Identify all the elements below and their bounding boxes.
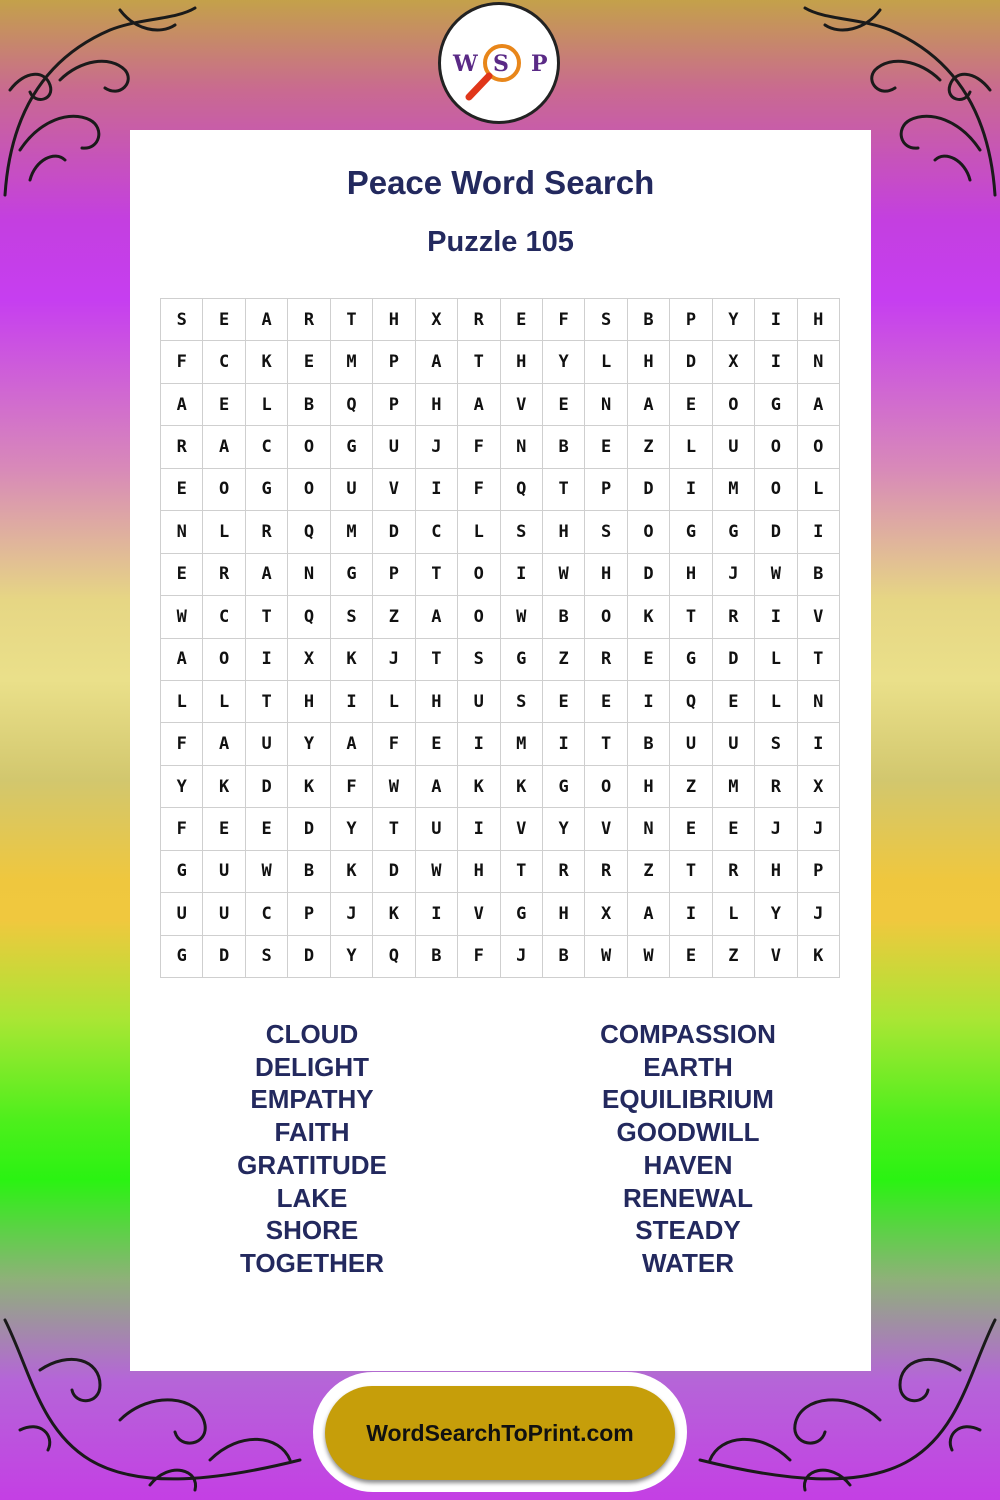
grid-cell[interactable]: H bbox=[416, 681, 458, 723]
grid-cell[interactable]: G bbox=[331, 426, 373, 468]
word-list-item: EQUILIBRIUM bbox=[602, 1084, 774, 1115]
grid-cell[interactable]: O bbox=[628, 511, 670, 553]
grid-cell[interactable]: E bbox=[246, 808, 288, 850]
grid-cell[interactable]: U bbox=[670, 723, 712, 765]
grid-cell[interactable]: G bbox=[670, 639, 712, 681]
grid-cell[interactable]: S bbox=[755, 723, 797, 765]
word-list-item: GOODWILL bbox=[616, 1117, 760, 1148]
grid-cell[interactable]: V bbox=[798, 596, 840, 638]
grid-cell[interactable]: A bbox=[628, 893, 670, 935]
grid-cell[interactable]: A bbox=[246, 554, 288, 596]
grid-cell[interactable]: L bbox=[203, 681, 245, 723]
grid-cell[interactable]: D bbox=[288, 808, 330, 850]
grid-cell[interactable]: L bbox=[203, 511, 245, 553]
grid-cell[interactable]: M bbox=[713, 469, 755, 511]
grid-cell[interactable]: T bbox=[331, 299, 373, 341]
word-list-left bbox=[162, 1018, 462, 1280]
word-list-item: DELIGHT bbox=[254, 1051, 370, 1082]
grid-cell[interactable]: I bbox=[543, 723, 585, 765]
grid-cell[interactable]: U bbox=[246, 723, 288, 765]
grid-cell[interactable]: L bbox=[670, 426, 712, 468]
grid-cell[interactable]: E bbox=[543, 681, 585, 723]
grid-cell[interactable]: G bbox=[755, 384, 797, 426]
word-list-item: COMPASSION bbox=[600, 1019, 776, 1049]
grid-cell[interactable]: N bbox=[161, 511, 203, 553]
grid-cell[interactable]: H bbox=[628, 766, 670, 808]
grid-cell[interactable]: N bbox=[288, 554, 330, 596]
grid-cell[interactable]: S bbox=[501, 511, 543, 553]
grid-cell[interactable]: H bbox=[543, 893, 585, 935]
grid-cell[interactable]: O bbox=[585, 766, 627, 808]
grid-cell[interactable]: I bbox=[755, 341, 797, 383]
grid-cell[interactable]: L bbox=[161, 681, 203, 723]
grid-cell[interactable]: Y bbox=[331, 936, 373, 978]
grid-cell[interactable]: T bbox=[246, 596, 288, 638]
grid-cell[interactable]: L bbox=[755, 681, 797, 723]
grid-cell[interactable]: V bbox=[755, 936, 797, 978]
grid-cell[interactable]: T bbox=[585, 723, 627, 765]
grid-cell[interactable]: K bbox=[628, 596, 670, 638]
grid-cell[interactable]: Y bbox=[543, 341, 585, 383]
word-list-item: SHORE bbox=[265, 1215, 359, 1246]
grid-cell[interactable]: D bbox=[373, 511, 415, 553]
grid-cell[interactable]: K bbox=[501, 766, 543, 808]
grid-cell[interactable]: S bbox=[246, 936, 288, 978]
grid-cell[interactable]: G bbox=[501, 893, 543, 935]
grid-cell[interactable]: O bbox=[585, 596, 627, 638]
grid-cell[interactable]: J bbox=[416, 426, 458, 468]
wsp-logo[interactable] bbox=[438, 2, 560, 124]
grid-cell[interactable]: E bbox=[628, 639, 670, 681]
grid-cell[interactable]: U bbox=[713, 426, 755, 468]
grid-cell[interactable]: Q bbox=[670, 681, 712, 723]
grid-cell[interactable]: B bbox=[798, 554, 840, 596]
grid-cell[interactable]: E bbox=[416, 723, 458, 765]
grid-cell[interactable]: E bbox=[670, 936, 712, 978]
grid-cell[interactable]: B bbox=[628, 723, 670, 765]
grid-cell[interactable]: W bbox=[501, 596, 543, 638]
grid-cell[interactable]: L bbox=[458, 511, 500, 553]
grid-cell[interactable]: H bbox=[670, 554, 712, 596]
grid-cell[interactable]: R bbox=[585, 851, 627, 893]
grid-cell[interactable]: X bbox=[798, 766, 840, 808]
grid-cell[interactable]: A bbox=[416, 341, 458, 383]
grid-cell[interactable]: G bbox=[501, 639, 543, 681]
grid-cell[interactable]: I bbox=[416, 893, 458, 935]
grid-cell[interactable]: K bbox=[798, 936, 840, 978]
grid-cell[interactable]: W bbox=[246, 851, 288, 893]
grid-cell[interactable]: O bbox=[288, 426, 330, 468]
grid-cell[interactable]: H bbox=[458, 851, 500, 893]
grid-cell[interactable]: X bbox=[288, 639, 330, 681]
grid-cell[interactable]: F bbox=[373, 723, 415, 765]
grid-cell[interactable]: E bbox=[203, 808, 245, 850]
grid-cell[interactable]: R bbox=[203, 554, 245, 596]
grid-cell[interactable]: K bbox=[458, 766, 500, 808]
grid-cell[interactable]: G bbox=[670, 511, 712, 553]
grid-cell[interactable]: Q bbox=[331, 384, 373, 426]
grid-cell[interactable]: J bbox=[798, 893, 840, 935]
grid-cell[interactable]: Q bbox=[288, 596, 330, 638]
grid-cell[interactable]: H bbox=[416, 384, 458, 426]
grid-cell[interactable]: M bbox=[331, 341, 373, 383]
grid-cell[interactable]: N bbox=[798, 681, 840, 723]
grid-cell[interactable]: O bbox=[288, 469, 330, 511]
site-link-button[interactable]: WordSearchToPrint.com bbox=[325, 1386, 675, 1480]
grid-cell[interactable]: L bbox=[246, 384, 288, 426]
grid-cell[interactable]: B bbox=[543, 596, 585, 638]
grid-cell[interactable]: C bbox=[246, 893, 288, 935]
word-list-right bbox=[538, 1018, 838, 1280]
grid-cell[interactable]: K bbox=[331, 639, 373, 681]
grid-cell[interactable]: Z bbox=[713, 936, 755, 978]
grid-cell[interactable]: V bbox=[458, 893, 500, 935]
grid-cell[interactable]: I bbox=[331, 681, 373, 723]
word-list-item: LAKE bbox=[276, 1182, 348, 1213]
grid-cell[interactable]: O bbox=[203, 639, 245, 681]
grid-cell[interactable]: L bbox=[585, 341, 627, 383]
grid-cell[interactable]: P bbox=[288, 893, 330, 935]
grid-cell[interactable]: D bbox=[713, 639, 755, 681]
grid-cell[interactable]: Y bbox=[755, 893, 797, 935]
grid-cell[interactable]: E bbox=[203, 299, 245, 341]
grid-cell[interactable]: R bbox=[713, 596, 755, 638]
grid-cell[interactable]: Z bbox=[628, 426, 670, 468]
grid-cell[interactable]: F bbox=[458, 426, 500, 468]
word-list-item: STEADY bbox=[635, 1215, 741, 1246]
grid-cell[interactable]: B bbox=[543, 426, 585, 468]
grid-cell[interactable]: C bbox=[203, 341, 245, 383]
grid-cell[interactable]: A bbox=[416, 596, 458, 638]
grid-cell[interactable]: K bbox=[331, 851, 373, 893]
grid-cell[interactable]: P bbox=[798, 851, 840, 893]
logo-letter-w: W bbox=[453, 51, 478, 77]
grid-cell[interactable]: K bbox=[246, 341, 288, 383]
grid-cell[interactable]: O bbox=[458, 596, 500, 638]
grid-cell[interactable]: B bbox=[288, 384, 330, 426]
grid-cell[interactable]: G bbox=[246, 469, 288, 511]
grid-cell[interactable]: D bbox=[373, 851, 415, 893]
grid-cell[interactable]: W bbox=[373, 766, 415, 808]
grid-cell[interactable]: P bbox=[373, 384, 415, 426]
grid-cell[interactable]: W bbox=[416, 851, 458, 893]
grid-cell[interactable]: B bbox=[628, 299, 670, 341]
grid-cell[interactable]: I bbox=[798, 511, 840, 553]
word-list-item: GRATITUDE bbox=[237, 1149, 387, 1180]
grid-cell[interactable]: H bbox=[543, 511, 585, 553]
grid-cell[interactable]: I bbox=[628, 681, 670, 723]
grid-cell[interactable]: Q bbox=[501, 469, 543, 511]
grid-cell[interactable]: U bbox=[713, 723, 755, 765]
grid-cell[interactable]: U bbox=[416, 808, 458, 850]
grid-cell[interactable]: E bbox=[585, 681, 627, 723]
puzzle-number: Puzzle 105 bbox=[427, 226, 574, 258]
grid-cell[interactable]: H bbox=[288, 681, 330, 723]
grid-cell[interactable]: D bbox=[670, 341, 712, 383]
grid-cell[interactable]: W bbox=[628, 936, 670, 978]
grid-cell[interactable]: E bbox=[713, 808, 755, 850]
grid-cell[interactable]: A bbox=[203, 426, 245, 468]
grid-cell[interactable]: W bbox=[543, 554, 585, 596]
grid-cell[interactable]: L bbox=[373, 681, 415, 723]
grid-cell[interactable]: F bbox=[543, 299, 585, 341]
grid-cell[interactable]: U bbox=[458, 681, 500, 723]
grid-cell[interactable]: T bbox=[543, 469, 585, 511]
grid-cell[interactable]: P bbox=[585, 469, 627, 511]
grid-cell[interactable]: X bbox=[713, 341, 755, 383]
logo-letter-s: S bbox=[493, 51, 509, 77]
grid-cell[interactable]: G bbox=[713, 511, 755, 553]
grid-cell[interactable]: E bbox=[670, 384, 712, 426]
grid-cell[interactable]: L bbox=[798, 469, 840, 511]
grid-cell[interactable]: C bbox=[246, 426, 288, 468]
grid-cell[interactable]: J bbox=[373, 639, 415, 681]
grid-cell[interactable]: E bbox=[501, 299, 543, 341]
grid-cell[interactable]: Z bbox=[628, 851, 670, 893]
word-list-item: EARTH bbox=[643, 1051, 733, 1082]
grid-cell[interactable]: K bbox=[203, 766, 245, 808]
grid-cell[interactable]: J bbox=[713, 554, 755, 596]
grid-cell[interactable]: T bbox=[670, 851, 712, 893]
grid-cell[interactable]: M bbox=[501, 723, 543, 765]
grid-cell[interactable]: E bbox=[161, 469, 203, 511]
letter-grid bbox=[160, 298, 840, 978]
word-list-item: RENEWAL bbox=[623, 1182, 753, 1213]
grid-cell[interactable]: I bbox=[798, 723, 840, 765]
grid-cell[interactable]: S bbox=[501, 681, 543, 723]
grid-cell[interactable]: E bbox=[713, 681, 755, 723]
grid-cell[interactable]: G bbox=[543, 766, 585, 808]
grid-cell[interactable]: H bbox=[585, 554, 627, 596]
grid-cell[interactable]: I bbox=[458, 808, 500, 850]
grid-cell[interactable]: Q bbox=[288, 511, 330, 553]
grid-cell[interactable]: D bbox=[628, 469, 670, 511]
grid-cell[interactable]: U bbox=[373, 426, 415, 468]
grid-cell[interactable]: A bbox=[798, 384, 840, 426]
grid-cell[interactable]: T bbox=[458, 341, 500, 383]
logo-letter-p: P bbox=[531, 51, 548, 77]
grid-cell[interactable]: S bbox=[458, 639, 500, 681]
grid-cell[interactable]: T bbox=[416, 639, 458, 681]
grid-cell[interactable]: Z bbox=[670, 766, 712, 808]
grid-cell[interactable]: Y bbox=[161, 766, 203, 808]
grid-cell[interactable]: E bbox=[203, 384, 245, 426]
grid-cell[interactable]: A bbox=[246, 299, 288, 341]
grid-cell[interactable]: N bbox=[501, 426, 543, 468]
grid-cell[interactable]: X bbox=[416, 299, 458, 341]
word-list-item: FAITH bbox=[274, 1117, 350, 1148]
grid-cell[interactable]: M bbox=[331, 511, 373, 553]
word-list-item: EMPATHY bbox=[250, 1084, 374, 1115]
grid-cell[interactable]: Q bbox=[373, 936, 415, 978]
grid-cell[interactable]: E bbox=[670, 808, 712, 850]
grid-cell[interactable]: X bbox=[585, 893, 627, 935]
grid-cell[interactable]: R bbox=[161, 426, 203, 468]
grid-cell[interactable]: I bbox=[670, 893, 712, 935]
grid-cell[interactable]: S bbox=[331, 596, 373, 638]
grid-cell[interactable]: R bbox=[713, 851, 755, 893]
grid-cell[interactable]: B bbox=[543, 936, 585, 978]
grid-cell[interactable]: E bbox=[288, 341, 330, 383]
grid-cell[interactable]: D bbox=[246, 766, 288, 808]
grid-cell[interactable]: T bbox=[670, 596, 712, 638]
grid-cell[interactable]: V bbox=[585, 808, 627, 850]
grid-cell[interactable]: I bbox=[670, 469, 712, 511]
grid-cell[interactable]: K bbox=[373, 893, 415, 935]
grid-cell[interactable]: T bbox=[246, 681, 288, 723]
grid-cell[interactable]: P bbox=[373, 341, 415, 383]
grid-cell[interactable]: T bbox=[798, 639, 840, 681]
grid-cell[interactable]: A bbox=[161, 639, 203, 681]
grid-cell[interactable]: A bbox=[331, 723, 373, 765]
grid-cell[interactable]: Z bbox=[373, 596, 415, 638]
grid-cell[interactable]: O bbox=[203, 469, 245, 511]
grid-cell[interactable]: E bbox=[585, 426, 627, 468]
grid-cell[interactable]: K bbox=[288, 766, 330, 808]
grid-cell[interactable]: T bbox=[373, 808, 415, 850]
grid-cell[interactable]: R bbox=[543, 851, 585, 893]
grid-cell[interactable]: F bbox=[458, 936, 500, 978]
grid-cell[interactable]: O bbox=[458, 554, 500, 596]
grid-cell[interactable]: J bbox=[501, 936, 543, 978]
grid-cell[interactable]: A bbox=[628, 384, 670, 426]
grid-cell[interactable]: N bbox=[628, 808, 670, 850]
grid-cell[interactable]: V bbox=[373, 469, 415, 511]
grid-cell[interactable]: I bbox=[458, 723, 500, 765]
page-title: Peace Word Search bbox=[346, 164, 655, 201]
word-list-item: TOGETHER bbox=[240, 1247, 384, 1278]
grid-cell[interactable]: I bbox=[416, 469, 458, 511]
grid-cell[interactable]: V bbox=[501, 808, 543, 850]
grid-cell[interactable]: G bbox=[161, 851, 203, 893]
word-list-item: CLOUD bbox=[265, 1019, 359, 1049]
grid-cell[interactable]: N bbox=[585, 384, 627, 426]
grid-cell[interactable]: F bbox=[161, 723, 203, 765]
grid-cell[interactable]: W bbox=[585, 936, 627, 978]
grid-cell[interactable]: S bbox=[585, 299, 627, 341]
grid-cell[interactable]: U bbox=[161, 893, 203, 935]
grid-cell[interactable]: Z bbox=[543, 639, 585, 681]
grid-cell[interactable]: J bbox=[755, 808, 797, 850]
grid-cell[interactable]: D bbox=[288, 936, 330, 978]
grid-cell[interactable]: V bbox=[501, 384, 543, 426]
grid-cell[interactable]: R bbox=[585, 639, 627, 681]
grid-cell[interactable]: C bbox=[203, 596, 245, 638]
grid-cell[interactable]: Y bbox=[331, 808, 373, 850]
grid-cell[interactable]: Y bbox=[713, 299, 755, 341]
grid-cell[interactable]: F bbox=[161, 341, 203, 383]
grid-cell[interactable]: T bbox=[416, 554, 458, 596]
word-list-item: HAVEN bbox=[643, 1149, 733, 1180]
grid-cell[interactable]: M bbox=[713, 766, 755, 808]
grid-cell[interactable]: P bbox=[373, 554, 415, 596]
grid-cell[interactable]: S bbox=[585, 511, 627, 553]
grid-cell[interactable]: U bbox=[203, 851, 245, 893]
grid-cell[interactable]: I bbox=[501, 554, 543, 596]
grid-cell[interactable]: S bbox=[161, 299, 203, 341]
grid-cell[interactable]: O bbox=[713, 384, 755, 426]
grid-cell[interactable]: D bbox=[755, 511, 797, 553]
grid-cell[interactable]: P bbox=[670, 299, 712, 341]
grid-cell[interactable]: E bbox=[161, 554, 203, 596]
grid-cell[interactable]: W bbox=[161, 596, 203, 638]
grid-cell[interactable]: B bbox=[288, 851, 330, 893]
grid-cell[interactable]: U bbox=[203, 893, 245, 935]
grid-cell[interactable]: W bbox=[755, 554, 797, 596]
grid-cell[interactable]: R bbox=[755, 766, 797, 808]
grid-cell[interactable]: H bbox=[628, 341, 670, 383]
grid-cell[interactable]: I bbox=[246, 639, 288, 681]
grid-cell[interactable]: F bbox=[331, 766, 373, 808]
grid-cell[interactable]: F bbox=[458, 469, 500, 511]
grid-cell[interactable]: G bbox=[161, 936, 203, 978]
grid-cell[interactable]: A bbox=[203, 723, 245, 765]
grid-cell[interactable]: A bbox=[458, 384, 500, 426]
grid-cell[interactable]: J bbox=[331, 893, 373, 935]
grid-cell[interactable]: B bbox=[416, 936, 458, 978]
grid-cell[interactable]: J bbox=[798, 808, 840, 850]
grid-cell[interactable]: L bbox=[713, 893, 755, 935]
grid-cell[interactable]: E bbox=[543, 384, 585, 426]
grid-cell[interactable]: D bbox=[628, 554, 670, 596]
grid-cell[interactable]: O bbox=[755, 469, 797, 511]
grid-cell[interactable]: F bbox=[161, 808, 203, 850]
grid-cell[interactable]: O bbox=[755, 426, 797, 468]
grid-cell[interactable]: I bbox=[755, 596, 797, 638]
grid-cell[interactable]: R bbox=[246, 511, 288, 553]
grid-cell[interactable]: R bbox=[288, 299, 330, 341]
grid-cell[interactable]: H bbox=[755, 851, 797, 893]
grid-cell[interactable]: D bbox=[203, 936, 245, 978]
grid-cell[interactable]: O bbox=[798, 426, 840, 468]
grid-cell[interactable]: N bbox=[798, 341, 840, 383]
grid-cell[interactable]: C bbox=[416, 511, 458, 553]
grid-cell[interactable]: H bbox=[798, 299, 840, 341]
grid-cell[interactable]: Y bbox=[543, 808, 585, 850]
grid-cell[interactable]: U bbox=[331, 469, 373, 511]
grid-cell[interactable]: Y bbox=[288, 723, 330, 765]
grid-cell[interactable]: A bbox=[416, 766, 458, 808]
word-list-item: WATER bbox=[642, 1247, 734, 1278]
grid-cell[interactable]: H bbox=[501, 341, 543, 383]
grid-cell[interactable]: L bbox=[755, 639, 797, 681]
grid-cell[interactable]: H bbox=[373, 299, 415, 341]
grid-cell[interactable]: A bbox=[161, 384, 203, 426]
grid-cell[interactable]: T bbox=[501, 851, 543, 893]
grid-cell[interactable]: R bbox=[458, 299, 500, 341]
grid-cell[interactable]: G bbox=[331, 554, 373, 596]
grid-cell[interactable]: I bbox=[755, 299, 797, 341]
